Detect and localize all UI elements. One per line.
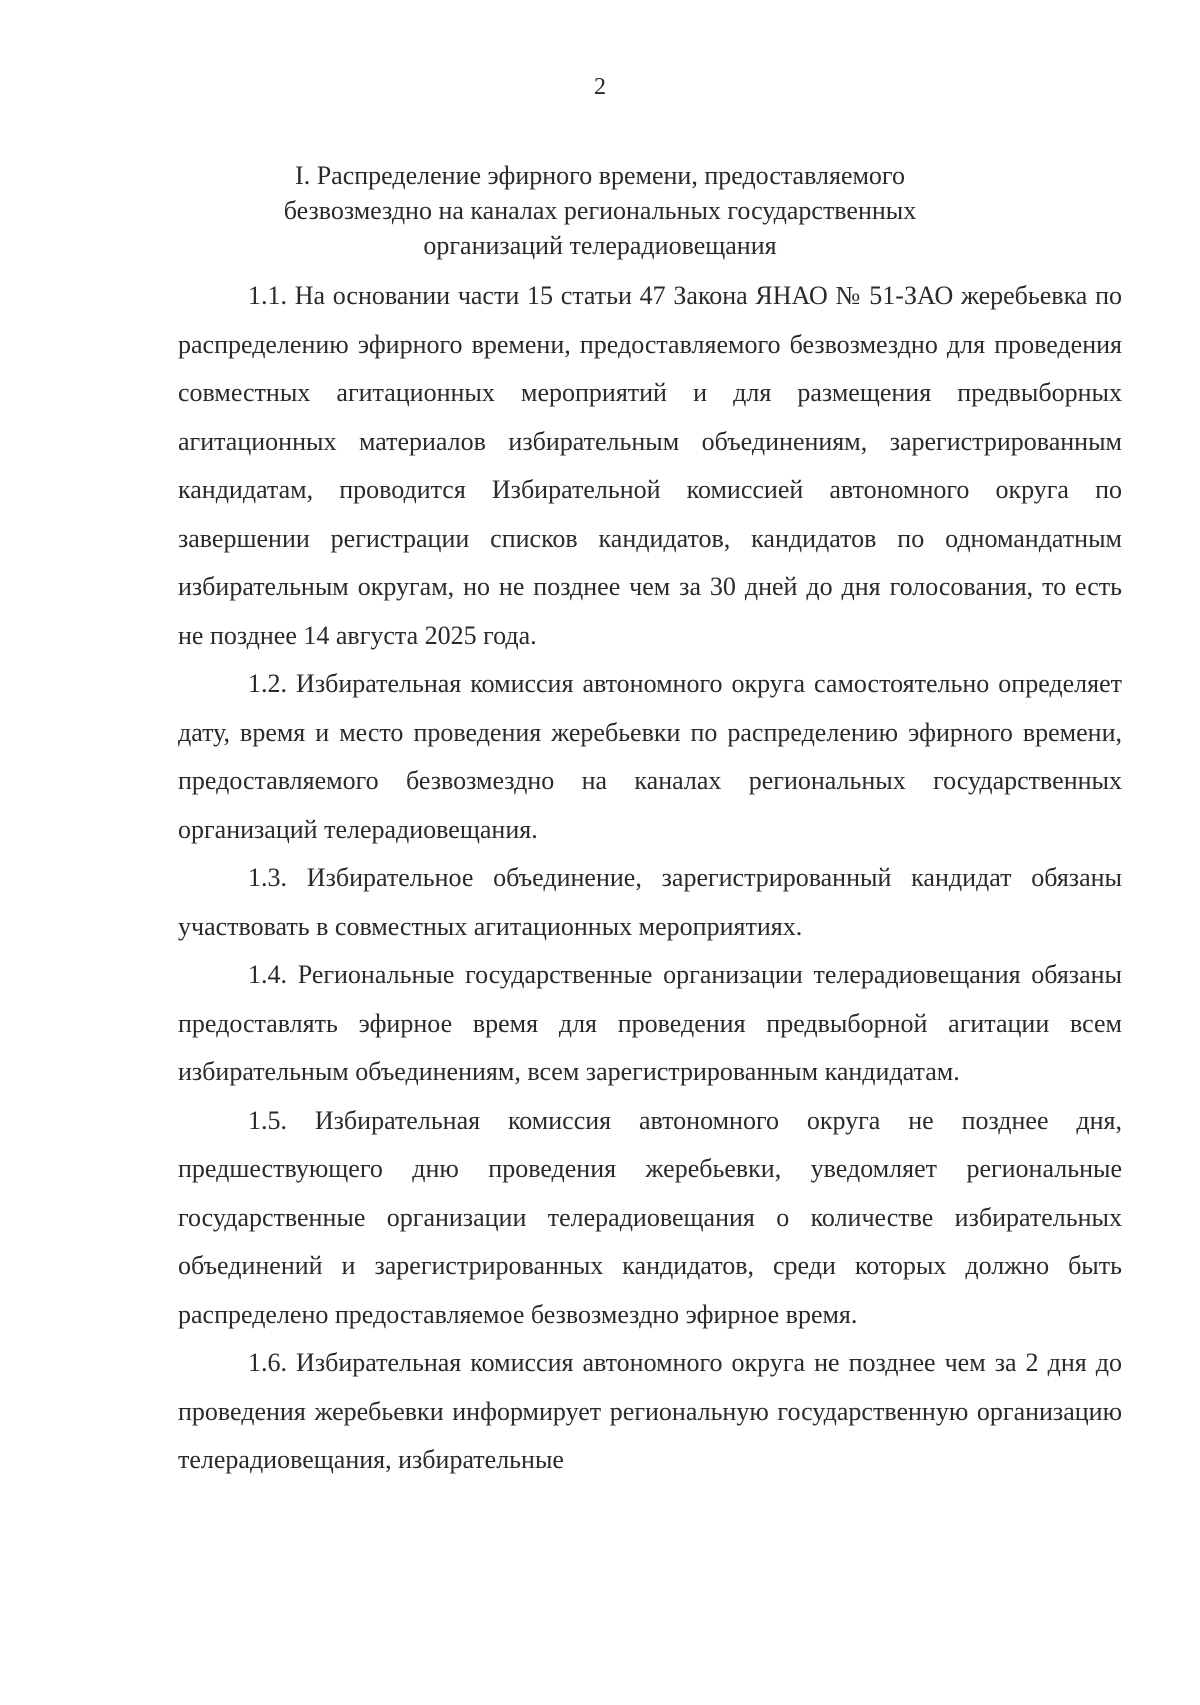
section-body	[178, 272, 1122, 1485]
paragraph-1-6: 1.6. Избирательная комиссия автономного округа не позднее чем за 2 дня до проведения жеребьевки информирует региональную государственную организацию телерадиовещания, избирательные	[178, 1348, 1122, 1474]
paragraph-1-3: 1.3. Избирательное объединение, зарегистрированный кандидат обязаны участвовать в совместных агитационных мероприятиях.	[178, 863, 1122, 941]
paragraph-1-1: 1.1. На основании части 15 статьи 47 Закона ЯНАО № 51-ЗАО жеребьевка по распределению эфирного времени, предоставляемого безвозмездно для проведения совместных агитационных мероприятий и для размещения предвыборных агитационных материалов избирательным объединениям, зарегистрированным кандидатам, проводится Избирательной комиссией автономного округа по завершении регистрации списков кандидатов, кандидатов по одномандатным избирательным округам, но не позднее чем за 30 дней до дня голосования, то есть не позднее 14 августа 2025 года.	[178, 281, 1122, 650]
section-heading	[240, 158, 960, 263]
section-heading-line: организаций телерадиовещания	[423, 231, 777, 260]
section-heading-line: I. Распределение эфирного времени, предоставляемого	[295, 161, 905, 190]
paragraph-1-4: 1.4. Региональные государственные организации телерадиовещания обязаны предоставлять эфирное время для проведения предвыборной агитации всем избирательным объединениям, всем зарегистрированным кандидатам.	[178, 960, 1122, 1086]
paragraph-1-2: 1.2. Избирательная комиссия автономного округа самостоятельно определяет дату, время и место проведения жеребьевки по распределению эфирного времени, предоставляемого безвозмездно на каналах региональных государственных организаций телерадиовещания.	[178, 669, 1122, 844]
section-heading-line: безвозмездно на каналах региональных государственных	[283, 196, 917, 225]
page-number: 2	[594, 74, 606, 100]
paragraph-1-5: 1.5. Избирательная комиссия автономного округа не позднее дня, предшествующего дню проведения жеребьевки, уведомляет региональные государственные организации телерадиовещания о количестве избирательных объединений и зарегистрированных кандидатов, среди которых должно быть распределено предоставляемое безвозмездно эфирное время.	[178, 1105, 1122, 1329]
